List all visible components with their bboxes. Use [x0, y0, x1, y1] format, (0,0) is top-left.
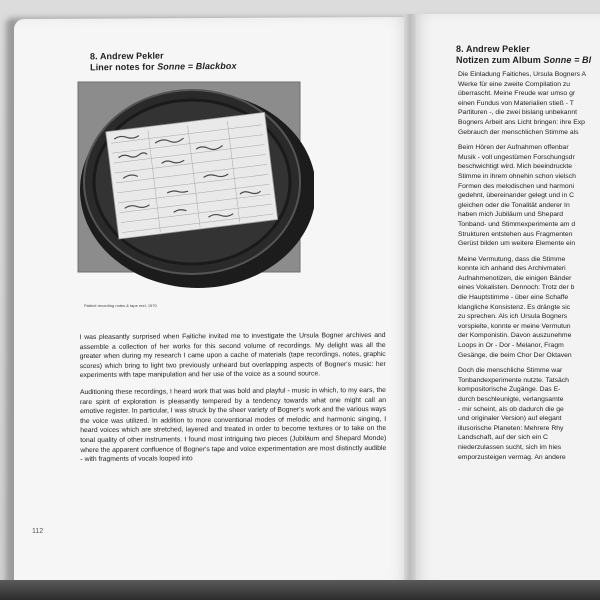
page-number: 112 — [32, 528, 44, 535]
right-paragraph-line: illusorische Planeten: Mehrere Rhy — [458, 424, 564, 432]
right-heading-album-title: Sonne = Bl — [543, 55, 592, 65]
right-paragraph-line: eines Vokalisten. Dennoch: Trotz der b — [458, 284, 575, 292]
book-bottom-edge — [0, 580, 600, 600]
right-heading-subtitle — [456, 55, 600, 66]
right-paragraph-line: der Komponistin. Davon auszunehme — [458, 332, 572, 340]
right-paragraph-line: Meine Vermutung, dass die Stimme — [458, 255, 566, 263]
right-paragraph-line: Loops in Or - Dor - Melanor, Fragm — [458, 342, 564, 350]
right-paragraph-line: klangliche Konsistenz. Es drängte sic — [458, 303, 571, 311]
tape-reel-photo — [74, 78, 314, 288]
right-paragraph-4 — [458, 366, 600, 462]
right-paragraph-line: und originaler Version) auf elegant — [458, 415, 562, 423]
right-heading-subtitle-text: Notizen zum Album — [456, 55, 544, 65]
right-page-body — [458, 70, 600, 540]
right-paragraph-line: - mir scheint, als ob dadurch die ge — [458, 405, 564, 413]
right-paragraph-line: vorspielte, konnte er meine Vermutun — [458, 322, 571, 330]
right-paragraph-line: gedehnt, übereinander gelegt und in C — [458, 192, 575, 200]
photo-caption: Patient recording notes & tape reel, 1970 — [84, 303, 157, 308]
left-paragraph-1: I was pleasantly surprised when Faitiche invited me to investigate the Ursula Bogner archives and assemble a collection of her works for this second volume of recordings. My delight was all the greater when during my research I came upon a cache of materials (tape recordings, notes, graphic scores) which bring to light two previously unheard but overlapping aspects of Bogner's music: her experiments with tape manipulation and her use of the voice as a sound source. — [79, 331, 386, 380]
right-paragraph-2 — [458, 143, 600, 249]
right-paragraph-line: Werke für eine zweite Compilation zu — [458, 80, 571, 88]
right-paragraph-line: Die Einladung Faitiches, Ursula Bogners A — [458, 71, 587, 78]
right-paragraph-line: Doch die menschliche Stimme war — [458, 367, 563, 375]
right-paragraph-line: niederzulassen sucht, sich im hies — [458, 443, 562, 451]
recording-notes-card — [106, 112, 278, 239]
right-paragraph-line: Aufnahmenotizen, die einigen Bänder — [458, 274, 572, 282]
right-paragraph-line: haben mich Jubiläum und Shepard — [458, 211, 564, 219]
left-heading-author: 8. Andrew Pekler — [89, 50, 164, 62]
left-paragraph-2: Auditioning these recordings, I heard work that was bold and playful - music in which, to my ears, the rare spirit of exploration is pleasantly tempered by a tendency towards what one might call an emotive register. In particular, I was struck by the sheer variety of Bogner's work and the various ways the voice was utilized. In addition to more conventional modes of melodic and harmonic singing, I heard voices which are stretched, layered and treated in order to become textures or to take on the tonal quality of other instruments. I found most intriguing two pieces (Jubiläum and Shepard Monde) where the apparent confluence of Bogner's tape and voice experimentation are most distinctly audible - with fragments of vocals looped into — [79, 386, 387, 464]
right-paragraph-line: Tonbandexperimente nutzte. Tatsäch — [458, 376, 569, 384]
right-paragraph-1 — [458, 70, 600, 137]
right-paragraph-line: Gebrauch der menschlichen Stimme als — [458, 128, 579, 136]
right-paragraph-line: einen Fundus von Materialien stieß - T — [458, 99, 574, 107]
right-paragraph-line: Gerüst bilden um weitere Elemente ein — [458, 240, 576, 248]
right-paragraph-line: Musik - voll ungestümen Forschungsdr — [458, 153, 575, 161]
right-paragraph-line: die Hauptstimme - über eine Schaffe — [458, 294, 569, 302]
right-paragraph-line: gleichen oder die Tonalität anderer In — [458, 201, 570, 209]
right-paragraph-line: Gesänge, die beim Chor Der Oktaven — [458, 351, 572, 359]
left-heading-album-title: Sonne = Blackbox — [157, 60, 237, 72]
right-paragraph-line: Landschaft, auf der sich ein C — [458, 434, 548, 442]
right-paragraph-line: emporzusteigen vermag. An andere — [458, 453, 566, 461]
right-paragraph-line: Beim Hören der Aufnahmen offenbar — [458, 144, 569, 152]
right-paragraph-line: kompositorische Zugänge. Das E- — [458, 386, 561, 394]
left-heading-subtitle-text: Liner notes for — [90, 61, 158, 73]
right-page-heading — [456, 44, 600, 66]
book-spine — [404, 14, 416, 590]
right-paragraph-line: Tonband- und Stimmexperimente am d — [458, 220, 576, 228]
right-paragraph-line: Stimme in ihrem ohnehin schon vielsch — [458, 172, 576, 180]
right-paragraph-line: konnte ich anhand des Archivmateri — [458, 265, 566, 273]
right-paragraph-line: Formen des melodischen und harmoni — [458, 182, 574, 190]
right-paragraph-line: Strukturen entstehen aus Fragmenten — [458, 230, 573, 238]
right-paragraph-line: beschwichtigt wird. Mich beeindruckte — [458, 163, 573, 171]
left-page-body — [80, 331, 387, 472]
right-paragraph-line: Bogners Arbeit ans Licht bringen: ihre Exp — [458, 118, 585, 126]
right-paragraph-line: durch beschleunigte, verlangsamte — [458, 396, 564, 403]
left-page-heading — [90, 49, 350, 74]
right-paragraph-3 — [458, 255, 600, 361]
right-paragraph-line: Partituren -, die zwei bislang unbekannt — [458, 109, 578, 117]
right-paragraph-line: zu sprechen. Als ich Ursula Bogners — [458, 313, 568, 321]
right-paragraph-line: überrascht. Meine Freude war umso gr — [458, 90, 576, 98]
right-heading-author: 8. Andrew Pekler — [456, 44, 530, 54]
